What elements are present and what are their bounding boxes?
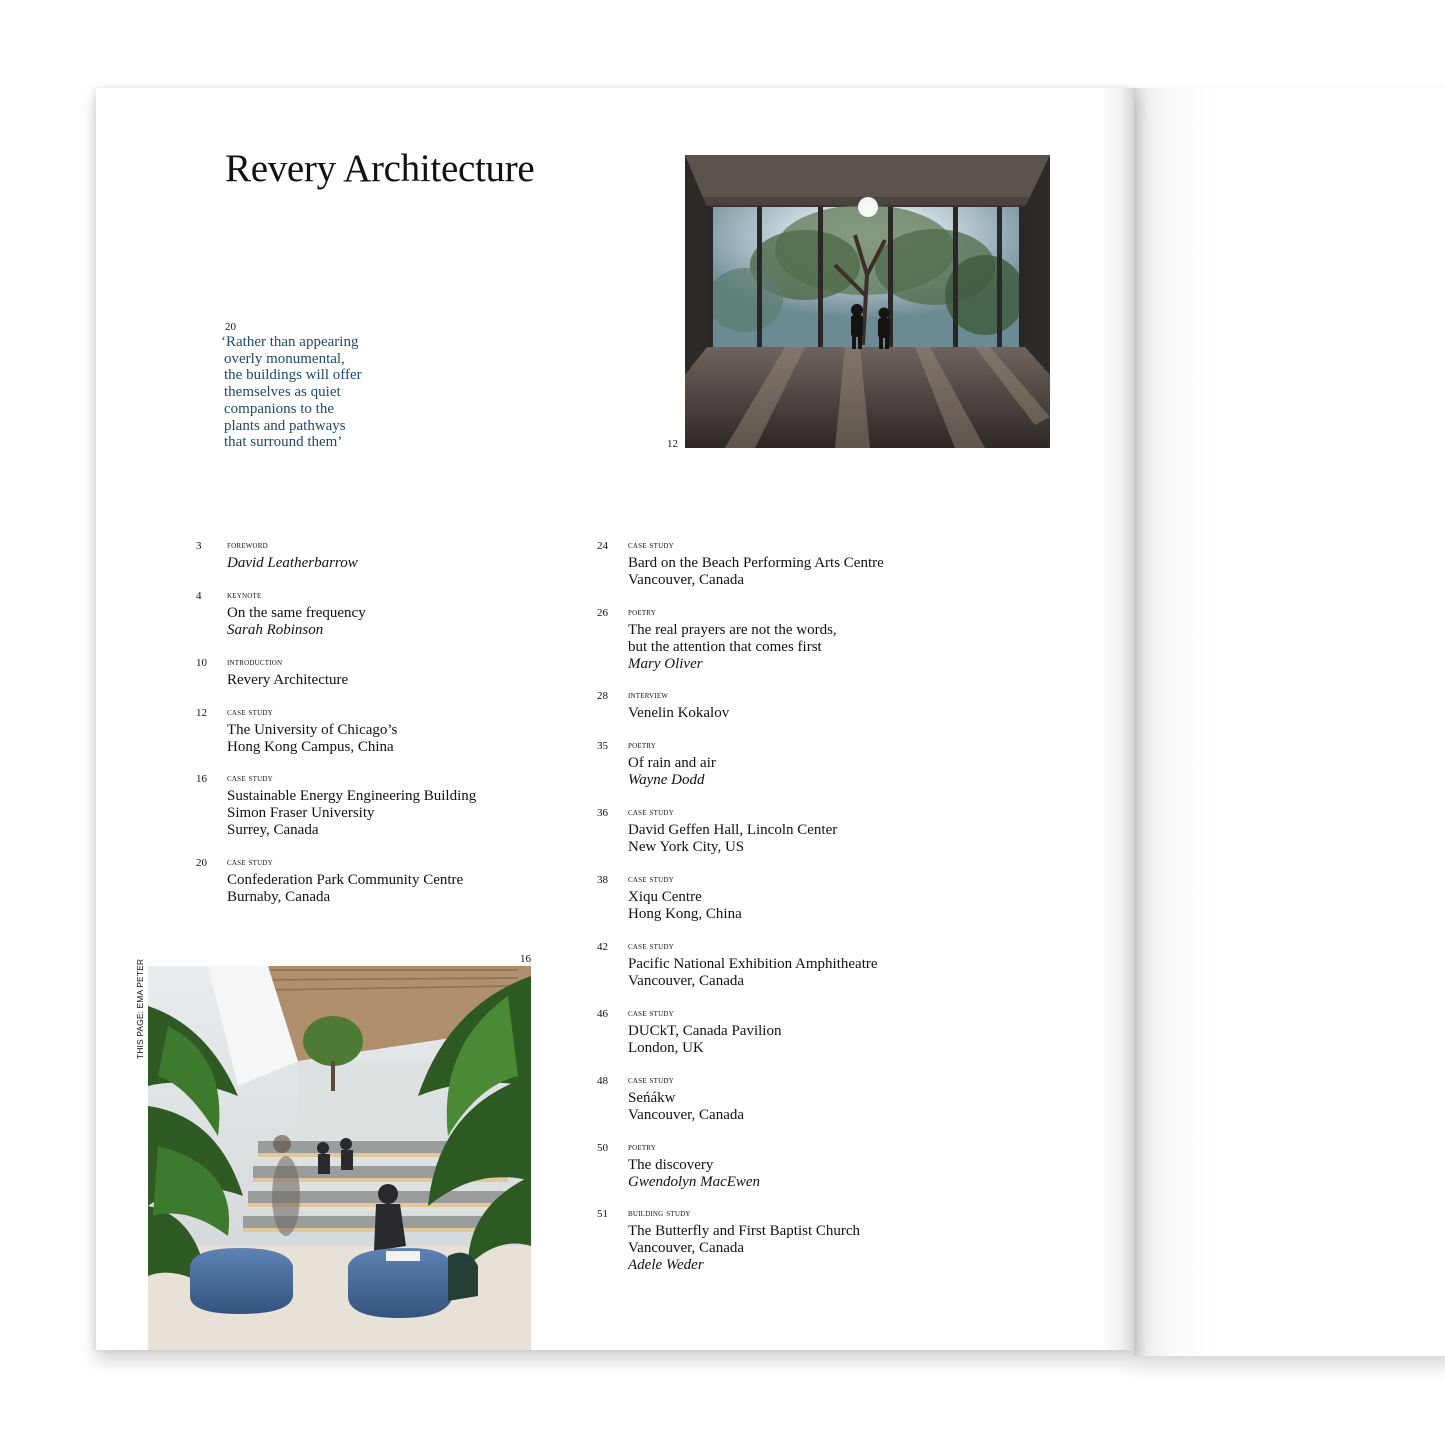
toc-section-label: introduction [227,657,283,668]
pull-quote-line: plants and pathways [224,417,346,434]
toc-author: David Leatherbarrow [227,555,358,571]
toc-title: Confederation Park Community Centre [227,872,464,888]
atrium-illustration [148,966,531,1350]
toc-page-number: 51 [597,1208,608,1220]
atrium-photo [148,966,531,1350]
toc-author: Wayne Dodd [628,771,705,788]
pull-quote-line: ‘Rather than appearing [221,334,359,350]
toc-page-number: 12 [196,707,207,719]
toc-author: Sarah Robinson [227,621,324,638]
page-title: Revery Architecture [225,147,535,190]
toc-title: Revery Architecture [227,672,349,688]
toc-title: London, UK [628,1039,704,1056]
toc-section-label: case study [628,807,674,818]
toc-title: Surrey, Canada [227,821,319,838]
toc-page-number: 42 [597,941,608,953]
toc-title: Vancouver, Canada [628,1106,745,1123]
interior-tree-illustration [685,155,1050,448]
toc-page-number: 38 [597,874,608,886]
toc-section-label: building study [628,1208,691,1219]
toc-author: Mary Oliver [628,655,703,672]
toc-title: Vancouver, Canada [628,972,745,989]
toc-author: Gwendolyn MacEwen [628,1173,761,1190]
toc-page-number: 28 [597,690,608,702]
photo-credit: THIS PAGE: EMA PETER [135,958,145,1059]
toc-section-label: case study [227,857,273,868]
toc-page-number: 26 [597,607,608,619]
toc-section-label: poetry [628,1142,657,1153]
toc-title: but the attention that comes first [628,638,822,655]
toc-section-label: foreword [227,540,268,551]
pull-quote-line: that surround them’ [224,434,343,451]
toc-title: DUCkT, Canada Pavilion [628,1023,782,1039]
toc-title: David Geffen Hall, Lincoln Center [628,822,838,838]
toc-page-number: 48 [597,1075,608,1087]
page-gutter-shadow [1100,88,1134,1350]
toc-page-number: 35 [597,740,608,752]
toc-title: The discovery [628,1157,714,1173]
toc-page-number: 16 [196,773,207,785]
toc-section-label: case study [628,874,674,885]
pull-quote-line: companions to the [224,400,334,417]
toc-section-label: interview [628,690,669,701]
toc-author: Adele Weder [628,1256,704,1273]
pull-quote [221,334,411,451]
toc-section-label: case study [628,1075,674,1086]
toc-page-number: 10 [196,657,207,669]
interior-tree-photo [685,155,1050,448]
photo-page-number: 16 [520,953,531,965]
toc-section-label: poetry [628,607,657,618]
toc-title: Simon Fraser University [227,804,375,821]
toc-page-number: 24 [597,540,608,552]
toc-section-label: case study [227,707,273,718]
toc-section-label: case study [628,540,674,551]
toc-title: Pacific National Exhibition Amphitheatre [628,956,878,972]
toc-title: Vancouver, Canada [628,1239,745,1256]
toc-section-label: case study [628,1008,674,1019]
pull-quote-page-number: 20 [225,321,236,333]
toc-title: Xiqu Centre [628,889,702,905]
toc-title: New York City, US [628,838,745,855]
toc-title: Of rain and air [628,755,716,771]
toc-section-label: case study [227,773,273,784]
toc-section-label: case study [628,941,674,952]
toc-title: Venelin Kokalov [628,705,730,721]
toc-title: Hong Kong Campus, China [227,738,394,755]
photo-page-number: 12 [667,438,678,450]
toc-title: Burnaby, Canada [227,888,331,905]
toc-section-label: poetry [628,740,657,751]
toc-page-number: 36 [597,807,608,819]
toc-title: Seńákw [628,1090,676,1106]
toc-page-number: 20 [196,857,207,869]
pull-quote-line: themselves as quiet [224,384,341,401]
toc-title: On the same frequency [227,605,366,621]
toc-title: Bard on the Beach Performing Arts Centre [628,555,884,571]
toc-title: Hong Kong, China [628,905,742,922]
toc-page-number: 46 [597,1008,608,1020]
toc-page-number: 50 [597,1142,608,1154]
toc-title: The real prayers are not the words, [628,622,837,638]
toc-title: The Butterfly and First Baptist Church [628,1223,861,1239]
toc-page-number: 3 [196,540,202,552]
toc-section-label: keynote [227,590,262,601]
toc-title: The University of Chicago’s [227,722,398,738]
pull-quote-line: the buildings will offer [224,367,362,384]
pull-quote-line: overly monumental, [224,350,345,367]
toc-title: Vancouver, Canada [628,571,745,588]
right-page [1134,88,1445,1356]
toc-title: Sustainable Energy Engineering Building [227,788,477,804]
toc-page-number: 4 [196,590,202,602]
